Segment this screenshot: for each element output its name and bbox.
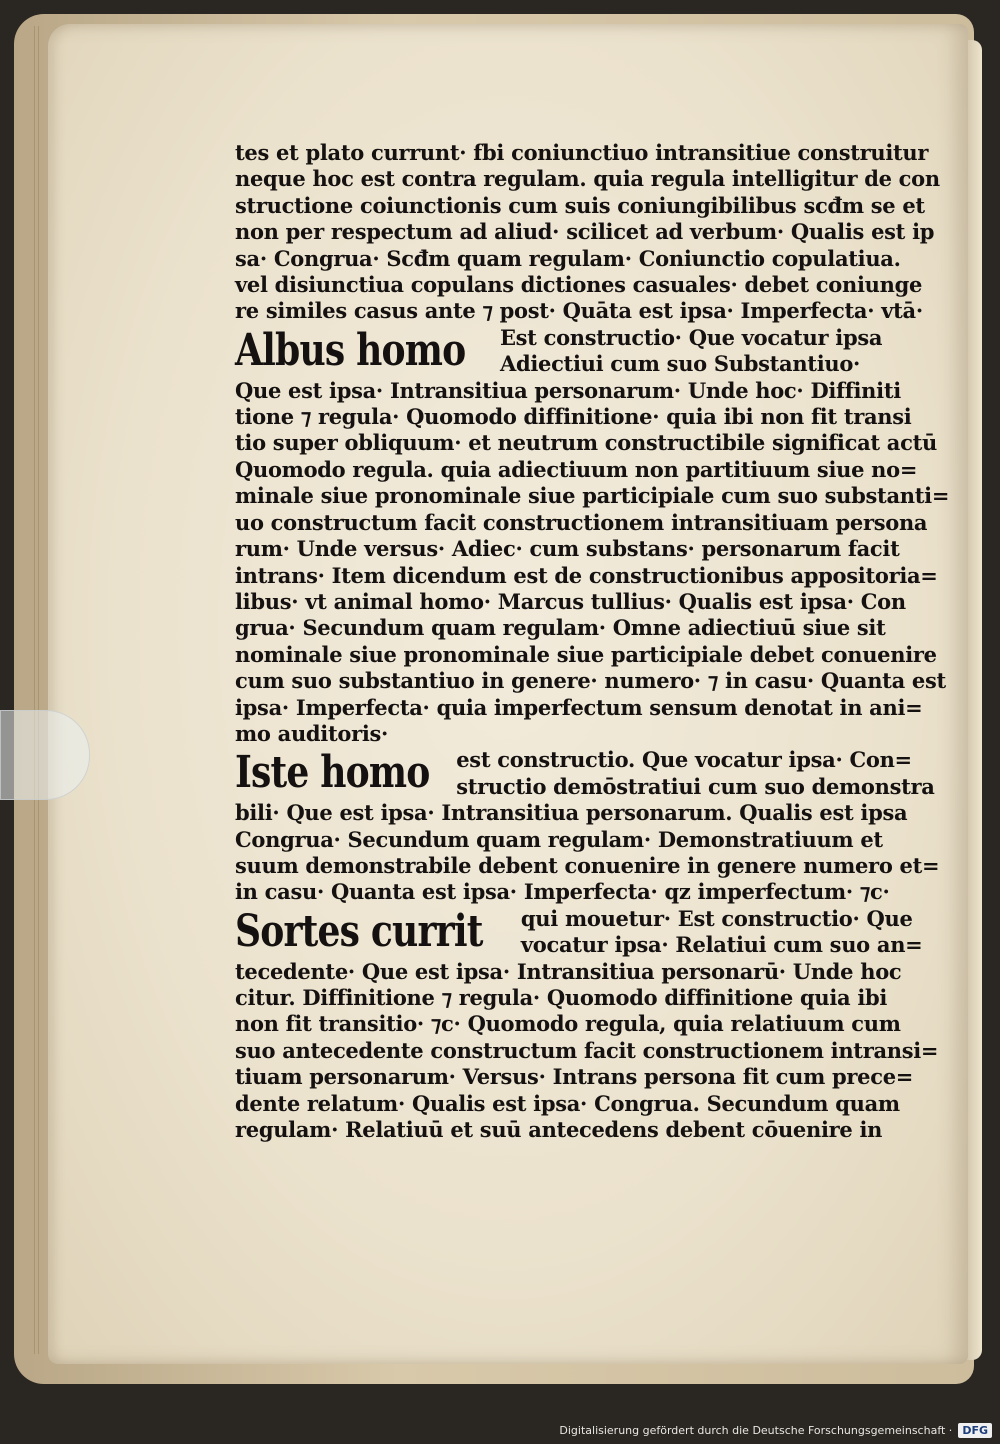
text-line: Que est ipsa· Intransitiua personarum· Unde hoc· Diffiniti <box>235 377 901 403</box>
text-line: ipsa· Imperfecta· quia imperfectum sensum denotat in ani= <box>235 694 923 720</box>
text-line: libus· vt animal homo· Marcus tullius· Qualis est ipsa· Con <box>235 588 906 614</box>
text-line: Adiectiui cum suo Substantiuo· <box>499 351 861 377</box>
lemma-lines <box>521 906 923 959</box>
text-line: vocatur ipsa· Relatiui cum suo an= <box>520 932 923 958</box>
text-line: non fit transitio· ⁊c· Quomodo regula, quia relatiuum cum <box>235 1011 901 1037</box>
text-line: rum· Unde versus· Adiec· cum substans· personarum facit <box>235 536 900 562</box>
lemma-heading: Sortes currit <box>235 905 483 957</box>
lemma-heading: Iste homo <box>235 747 430 799</box>
lemma-entry-albus-homo <box>235 324 883 378</box>
text-line: qui mouetur· Est constructio· Que <box>520 905 913 931</box>
lemma-entry-iste-homo <box>235 747 935 800</box>
text-line: tione ⁊ regula· Quomodo diffinitione· quia ibi non fit transi <box>235 404 912 430</box>
text-line: tiuam personarum· Versus· Intrans persona fit cum prece= <box>235 1064 914 1090</box>
text-line: sa· Congrua· Scđm quam regulam· Coniunctio copulatiua. <box>235 245 901 271</box>
footer-credit: Digitalisierung gefördert durch die Deutsche Forschungsgemeinschaft · <box>559 1424 953 1437</box>
text-line: citur. Diffinitione ⁊ regula· Quomodo diffinitione quia ibi <box>235 985 888 1010</box>
lemma-entry-sortes-currit <box>235 905 923 959</box>
text-line: mo auditoris· <box>235 720 389 746</box>
text-line: Congrua· Secundum quam regulam· Demonstratiuum et <box>235 826 883 852</box>
text-line: bili· Que est ipsa· Intransitiua personarum. Qualis est ipsa <box>235 800 908 826</box>
text-line: est constructio. Que vocatur ipsa· Con= <box>456 747 912 773</box>
text-line: grua· Secundum quam regulam· Omne adiectiuū siue sit <box>235 615 886 641</box>
digitization-footer <box>559 1423 992 1438</box>
text-line: minale siue pronominale siue participiale cum suo substanti= <box>235 483 950 509</box>
text-line: structio demōstratiui cum suo demonstra <box>456 773 935 799</box>
text-line: intrans· Item dicendum est de constructionibus appositoria= <box>235 562 938 588</box>
text-line: tio super obliquum· et neutrum constructibile significat actū <box>235 430 937 456</box>
text-line: in casu· Quanta est ipsa· Imperfecta· qz imperfectum· ⁊c· <box>235 879 890 905</box>
page-edges <box>34 26 39 1354</box>
text-line: non per respectum ad aliud· scilicet ad verbum· Qualis est ip <box>235 219 935 245</box>
text-line: dente relatum· Qualis est ipsa· Congrua. Secundum quam <box>235 1090 900 1116</box>
text-section-top <box>235 140 940 325</box>
text-section-bottom <box>235 958 939 1144</box>
text-line: regulam· Relatiuū et suū antecedens debent cōuenire in <box>235 1117 883 1143</box>
text-line: nominale siue pronominale siue participiale debet conuenire <box>235 641 937 667</box>
text-line: uo constructum facit constructionem intransitiuam persona <box>235 509 928 535</box>
dfg-logo: DFG <box>958 1423 992 1438</box>
text-line: suo antecedente constructum facit constructionem intransi= <box>235 1037 939 1063</box>
text-section-mid1 <box>235 377 950 748</box>
text-line: tes et plato currunt· fbi coniunctiuo intransitiue construitur <box>235 140 929 165</box>
lemma-heading: Albus homo <box>235 324 466 376</box>
printed-text-block <box>235 140 950 1143</box>
text-line: Est constructio· Que vocatur ipsa <box>499 324 883 350</box>
text-line: re similes casus ante ⁊ post· Quāta est ipsa· Imperfecta· vtā· <box>235 298 923 324</box>
text-line: structione coiunctionis cum suis coniungibilibus scđm se et <box>235 192 925 218</box>
text-line: suum demonstrabile debent conuenire in genere numero et= <box>235 852 940 878</box>
lemma-lines <box>500 325 882 378</box>
lemma-lines <box>456 747 934 800</box>
text-line: cum suo substantiuo in genere· numero· ⁊ in casu· Quanta est <box>235 668 946 694</box>
text-line: neque hoc est contra regulam. quia regula intelligitur de con <box>235 166 940 192</box>
text-line: Quomodo regula. quia adiectiuum non partitiuum siue no= <box>235 456 918 482</box>
text-line: tecedente· Que est ipsa· Intransitiua personarū· Unde hoc <box>235 958 902 984</box>
text-line: vel disiunctiua copulans dictiones casuales· debet coniunge <box>235 272 923 298</box>
text-section-mid2 <box>235 800 940 906</box>
page-holder-clip <box>0 710 90 800</box>
